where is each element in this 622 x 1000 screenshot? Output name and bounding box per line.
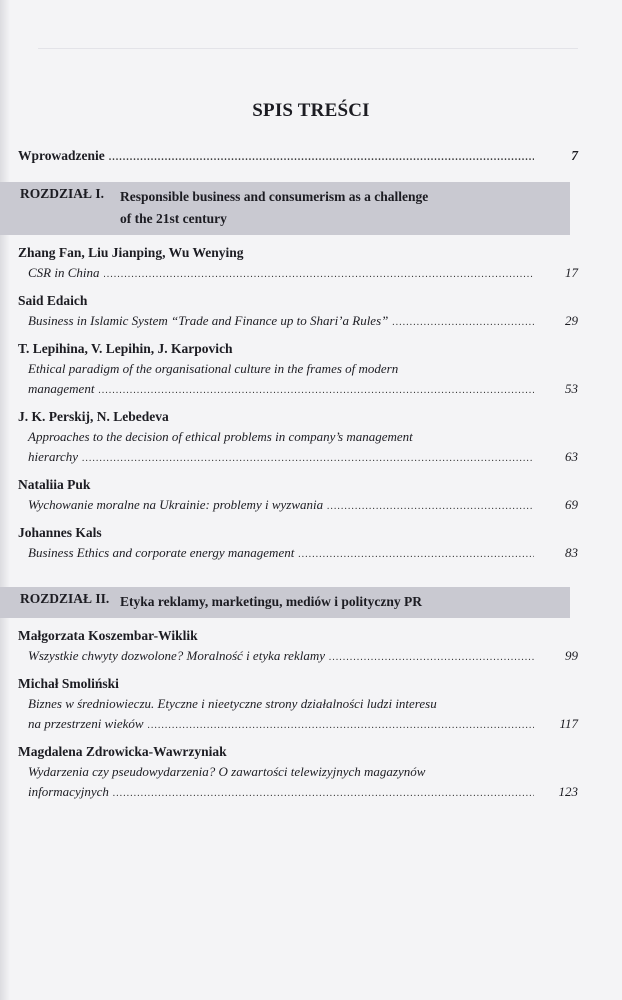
article-title-row bbox=[28, 495, 578, 517]
page-number: 69 bbox=[565, 497, 578, 512]
article-title-line: Ethical paradigm of the organisational culture in the frames of modern bbox=[28, 361, 399, 376]
leader-dots bbox=[109, 152, 534, 163]
toc-entry[interactable] bbox=[18, 523, 578, 565]
entry-authors: J. K. Perskij, N. Lebedeva bbox=[18, 409, 169, 424]
toc-entry[interactable] bbox=[18, 339, 578, 401]
article-title: na przestrzeni wieków bbox=[28, 716, 144, 731]
leader-dots bbox=[82, 449, 534, 469]
chapter-header[interactable] bbox=[0, 182, 570, 235]
entry-article bbox=[18, 543, 578, 565]
page-number: 17 bbox=[565, 265, 578, 280]
toc-entry[interactable] bbox=[18, 674, 578, 736]
chapter-number: ROZDZIAŁ I. bbox=[20, 186, 105, 201]
article-title: Business Ethics and corporate energy management bbox=[28, 545, 295, 560]
article-title-row bbox=[28, 263, 578, 285]
page-title: SPIS TREŚCI bbox=[252, 100, 370, 121]
page-number: 123 bbox=[558, 784, 578, 799]
entry-authors: Said Edaich bbox=[18, 293, 88, 308]
toc-entry[interactable] bbox=[18, 475, 578, 517]
page-number: 117 bbox=[559, 716, 578, 731]
leader-dots bbox=[113, 784, 534, 804]
toc-entry[interactable] bbox=[18, 407, 578, 469]
article-title-row bbox=[28, 646, 578, 668]
toc-entry[interactable] bbox=[18, 243, 578, 285]
article-title: CSR in China bbox=[28, 265, 100, 280]
article-title-row bbox=[28, 714, 578, 736]
entry-article bbox=[18, 694, 578, 736]
leader-dots bbox=[148, 716, 534, 736]
article-title-row bbox=[28, 543, 578, 565]
chapter-title-line: Etyka reklamy, marketingu, mediów i polityczny PR bbox=[120, 594, 422, 609]
chapter-title bbox=[120, 591, 540, 613]
toc-entry[interactable] bbox=[18, 626, 578, 668]
leader-dots bbox=[98, 381, 534, 401]
leader-dots bbox=[298, 545, 534, 565]
show-through-line bbox=[38, 48, 578, 49]
page-edge-shadow bbox=[0, 0, 10, 1000]
entry-article bbox=[18, 646, 578, 668]
page-number: 83 bbox=[565, 545, 578, 560]
entry-authors: Magdalena Zdrowicka-Wawrzyniak bbox=[18, 744, 227, 759]
toc-entry[interactable] bbox=[18, 742, 578, 804]
chapter-title-line: of the 21st century bbox=[120, 211, 227, 226]
chapter-title bbox=[120, 186, 540, 230]
article-title-row bbox=[28, 379, 578, 401]
entry-authors: Johannes Kals bbox=[18, 525, 102, 540]
article-title-row bbox=[28, 447, 578, 469]
intro-label: Wprowadzenie bbox=[18, 148, 105, 163]
entry-authors: Michał Smoliński bbox=[18, 676, 119, 691]
chapter-number: ROZDZIAŁ II. bbox=[20, 591, 110, 606]
entry-article bbox=[18, 359, 578, 401]
page-number: 7 bbox=[571, 148, 578, 163]
table-of-contents bbox=[18, 148, 578, 804]
leader-dots bbox=[327, 497, 534, 517]
entry-authors: T. Lepihina, V. Lepihin, J. Karpovich bbox=[18, 341, 233, 356]
article-title: Business in Islamic System “Trade and Finance up to Shari’a Rules” bbox=[28, 313, 389, 328]
article-title: Wychowanie moralne na Ukrainie: problemy i wyzwania bbox=[28, 497, 324, 512]
entry-authors: Nataliia Puk bbox=[18, 477, 91, 492]
leader-dots bbox=[329, 648, 534, 668]
entry-authors: Zhang Fan, Liu Jianping, Wu Wenying bbox=[18, 245, 244, 260]
entry-article bbox=[18, 427, 578, 469]
article-title-line: Wydarzenia czy pseudowydarzenia? O zawartości telewizyjnych magazynów bbox=[28, 764, 426, 779]
chapters-container bbox=[18, 182, 578, 804]
article-title-line: Approaches to the decision of ethical problems in company’s management bbox=[28, 429, 413, 444]
page-number: 29 bbox=[565, 313, 578, 328]
article-title-row bbox=[28, 311, 578, 333]
toc-entry[interactable] bbox=[18, 291, 578, 333]
toc-intro-row[interactable] bbox=[18, 148, 578, 164]
entry-article bbox=[18, 311, 578, 333]
page-number: 99 bbox=[565, 648, 578, 663]
chapter-title-line: Responsible business and consumerism as a challenge bbox=[120, 189, 429, 204]
page-number: 53 bbox=[565, 381, 578, 396]
article-title: informacyjnych bbox=[28, 784, 109, 799]
entry-article bbox=[18, 762, 578, 804]
article-title-line: Biznes w średniowieczu. Etyczne i nieetyczne strony działalności ludzi interesu bbox=[28, 696, 437, 711]
leader-dots bbox=[392, 313, 534, 333]
article-title: hierarchy bbox=[28, 449, 79, 464]
article-title: management bbox=[28, 381, 95, 396]
article-title: Wszystkie chwyty dozwolone? Moralność i etyka reklamy bbox=[28, 648, 325, 663]
page-number: 63 bbox=[565, 449, 578, 464]
entry-authors: Małgorzata Koszembar-Wiklik bbox=[18, 628, 198, 643]
entry-article bbox=[18, 495, 578, 517]
article-title-row bbox=[28, 782, 578, 804]
entry-article bbox=[18, 263, 578, 285]
chapter-header[interactable] bbox=[0, 587, 570, 618]
leader-dots bbox=[104, 265, 534, 285]
